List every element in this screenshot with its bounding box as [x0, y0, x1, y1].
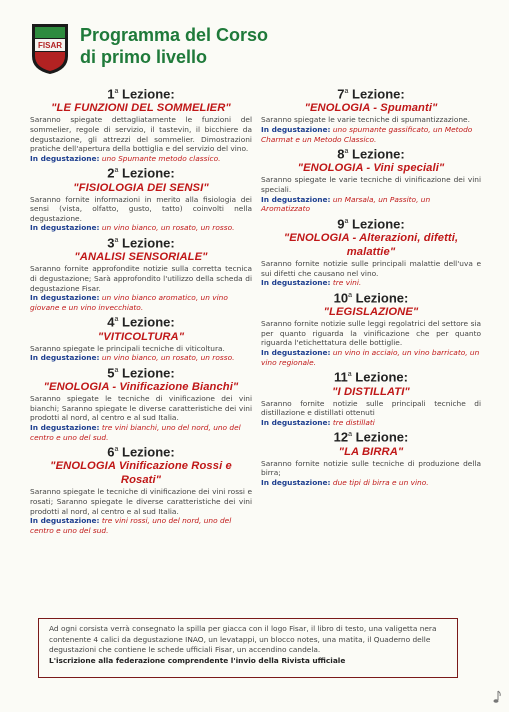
tasting-label: In degustazione: — [261, 417, 331, 427]
lesson-description: Saranno spiegate le varie tecniche di spumantizzazione. — [261, 115, 470, 125]
lesson-number — [30, 233, 252, 250]
lesson-title: "VITICOLTURA" — [97, 330, 185, 343]
lesson-word: Lezione: — [355, 369, 408, 385]
lesson-ordinal: a — [344, 217, 349, 225]
lesson-word: Lezione: — [122, 314, 175, 330]
lesson-title: "ENOLOGIA - Vini speciali" — [297, 162, 445, 175]
lesson-ordinal: a — [344, 88, 349, 95]
lesson-word: Lezione: — [355, 290, 409, 306]
lesson-index: 6 — [107, 444, 115, 460]
lesson-description: Saranno fornite notizie sulle principali malattie dell'uva e sui difetti che causano nel vino. — [261, 259, 481, 278]
lesson-index: 1 — [107, 86, 115, 102]
lesson-description: Saranno fornite informazioni in merito alla fisiologia dei sensi (vista, olfatto, gusto, tatto) coinvolti nella degustazione. — [30, 194, 252, 223]
lesson-index: 2 — [107, 165, 115, 181]
lesson-number — [30, 312, 252, 329]
fisar-logo — [30, 22, 70, 76]
tasting-wines: tre vini rossi, uno del nord, uno del centro e uno del sud. — [30, 516, 232, 535]
lesson-index: 10 — [333, 290, 349, 306]
tasting-wines: uno Spumante metodo classico. — [101, 153, 221, 163]
tasting-wines: tre vini. — [332, 278, 362, 288]
lesson-number — [261, 367, 481, 384]
lesson-number — [30, 363, 252, 380]
tasting-wines: due tipi di birra e un vino. — [332, 477, 429, 487]
lesson-title: "ENOLOGIA Vinificazione Rossi e Rosati" — [50, 460, 232, 487]
lesson-word: Lezione: — [122, 235, 175, 251]
tasting-label: In degustazione: — [30, 353, 100, 363]
tasting-line — [30, 516, 252, 535]
logo-text: FISAR — [38, 41, 62, 50]
tasting-line — [261, 478, 481, 488]
lesson-word: Lezione: — [122, 86, 175, 102]
kit-info-box — [38, 618, 458, 678]
lesson-number — [30, 442, 252, 459]
lesson-number — [261, 144, 481, 161]
lesson-number — [30, 84, 252, 101]
lesson-title: "ENOLOGIA - Spumanti" — [304, 102, 438, 115]
lesson-ordinal: a — [344, 148, 349, 156]
tasting-wines: un vino bianco aromatico, un vino giovane e un vino invecchiato. — [30, 293, 228, 312]
lesson-index: 7 — [337, 86, 345, 102]
lesson-index: 5 — [107, 365, 115, 381]
lesson-title: "ANALISI SENSORIALE" — [74, 251, 208, 264]
lesson-block — [261, 214, 481, 288]
lesson-title: "LA BIRRA" — [338, 445, 404, 458]
lesson-word: Lezione: — [122, 444, 175, 460]
lesson-ordinal: a — [348, 291, 352, 299]
lesson-index: 3 — [107, 235, 115, 251]
lesson-title: "LE FUNZIONI DEL SOMMELIER" — [51, 102, 231, 115]
tasting-label: In degustazione: — [261, 477, 331, 487]
lesson-description: Saranno spiegate le principali tecniche di viticoltura. — [30, 343, 225, 353]
lesson-ordinal: a — [348, 431, 352, 439]
lesson-title: "ENOLOGIA - Alterazioni, difetti, malattie" — [283, 232, 459, 259]
lesson-block — [261, 84, 481, 144]
tasting-wines: tre distillati — [332, 417, 375, 427]
lesson-description: Saranno fornite notizie sulle principali tecniche di distillazione e distillati ottenuti — [261, 398, 481, 418]
tasting-line — [261, 195, 481, 214]
lesson-number — [30, 163, 252, 180]
lesson-title: "I DISTILLATI" — [332, 385, 410, 398]
tasting-wines: un vino in acciaio, un vino barricato, un vino regionale. — [261, 348, 480, 367]
tasting-line — [30, 223, 252, 233]
lesson-number — [261, 214, 481, 231]
lesson-block — [261, 427, 481, 487]
tasting-line — [261, 125, 481, 144]
tasting-label: In degustazione: — [261, 278, 331, 288]
tasting-wines: un vino bianco, un rosato, un rosso. — [101, 223, 235, 233]
tasting-label: In degustazione: — [30, 516, 100, 526]
tasting-wines: un Marsala, un Passito, un Aromatizzato — [261, 194, 431, 214]
lesson-block — [30, 233, 252, 312]
tasting-label: In degustazione: — [261, 348, 331, 358]
lesson-number — [261, 84, 481, 101]
lesson-word: Lezione: — [352, 146, 405, 162]
lesson-block — [261, 367, 481, 427]
lesson-ordinal: a — [114, 366, 119, 374]
music-note-icon — [492, 690, 502, 704]
tasting-label: In degustazione: — [261, 194, 331, 204]
lesson-index: 11 — [333, 369, 348, 385]
lesson-ordinal: a — [114, 446, 119, 454]
lesson-index: 4 — [107, 314, 115, 330]
lesson-block — [30, 84, 252, 163]
lesson-description: Saranno fornite approfondite notizie sulla corretta tecnica di degustazione; Sarà approfondito l'utilizzo della scheda di degustazione Fisar. — [30, 264, 252, 293]
membership-note: L'iscrizione alla federazione comprendente l'invio della Rivista ufficiale — [49, 655, 346, 665]
lesson-index: 8 — [337, 146, 345, 162]
tasting-label: In degustazione: — [30, 422, 100, 432]
lesson-word: Lezione: — [355, 429, 409, 445]
lesson-block — [30, 442, 252, 535]
lesson-block — [30, 163, 252, 233]
tasting-label: In degustazione: — [261, 124, 331, 134]
lesson-title: "ENOLOGIA - Vinificazione Bianchi" — [43, 381, 239, 394]
title-line-2: di primo livello — [80, 47, 208, 67]
lesson-block — [30, 363, 252, 442]
lesson-description: Saranno spiegate le varie tecniche di vinificazione dei vini speciali. — [261, 175, 481, 195]
tasting-line — [261, 348, 481, 367]
tasting-line — [30, 154, 252, 164]
tasting-label: In degustazione: — [30, 223, 100, 233]
lesson-word: Lezione: — [352, 216, 405, 232]
tasting-line — [261, 418, 481, 428]
tasting-wines: tre vini bianchi, uno del nord, uno del centro e uno del sud. — [30, 422, 241, 442]
tasting-line — [30, 293, 252, 312]
tasting-line — [30, 423, 252, 442]
lesson-description: Saranno fornite notizie sulle tecniche di produzione della birra; — [261, 458, 481, 478]
tasting-line — [261, 278, 481, 288]
tasting-line — [30, 353, 252, 363]
lesson-description: Saranno spiegate le tecniche di vinificazione dei vini bianchi; Saranno spiegate le diverse caratteristiche dei vini prodotti al nord, al centro e al sud Italia. — [30, 394, 252, 423]
lesson-block — [261, 144, 481, 214]
lesson-ordinal: a — [347, 371, 352, 379]
lesson-description: Saranno spiegate dettagliatamente le funzioni del sommelier, regole di servizio, il tastevin, il bicchiere da degustazione, gli attrezzi del sommelier. Dimostrazioni pratiche dell'apertura della bottiglia e del servizio del vino. — [30, 115, 252, 154]
lesson-ordinal: a — [114, 167, 119, 175]
page-title — [80, 24, 268, 68]
kit-info-text: Ad ogni corsista verrà consegnato la spilla per giacca con il logo Fisar, il libro di testo, una valigetta nera contenente 4 calici da degustazione INAO, un levatappi, un blocco notes, una matita, il Quaderno delle degustazioni che contiene le schede ufficiali Fisar, un accendino candela. — [49, 624, 437, 654]
lessons-right-column — [261, 84, 481, 487]
tasting-label: In degustazione: — [30, 153, 100, 163]
lessons-left-column — [30, 84, 252, 535]
lesson-word: Lezione: — [122, 165, 175, 181]
lesson-word: Lezione: — [122, 365, 175, 381]
tasting-label: In degustazione: — [30, 293, 100, 303]
lesson-word: Lezione: — [352, 86, 405, 102]
lesson-title: "LEGISLAZIONE" — [323, 306, 419, 319]
tasting-wines: uno spumante gassificato, un Metodo Charmat e un Metodo Classico. — [261, 124, 473, 144]
lesson-block — [261, 288, 481, 367]
tasting-wines: un vino bianco, un rosato, un rosso. — [101, 353, 235, 363]
lesson-ordinal: a — [114, 237, 119, 244]
lesson-index: 12 — [333, 429, 349, 445]
lesson-index: 9 — [337, 216, 345, 232]
lesson-description: Saranno fornite notizie sulle leggi regolatrici del settore sia per quanto riguarda la vinificazione che per quanto riguarda l'etichettatura delle bottiglie. — [261, 319, 481, 348]
lesson-description: Saranno spiegate le tecniche di vinificazione dei vini rossi e rosati; Saranno spiegate le diverse caratteristiche dei vini prodotti al nord, al centro e al sud Italia. — [30, 487, 252, 516]
title-line-1: Programma del Corso — [80, 25, 269, 45]
lesson-ordinal: a — [114, 88, 119, 95]
lesson-block — [30, 312, 252, 363]
lesson-number — [261, 288, 481, 305]
lesson-ordinal: a — [114, 316, 119, 324]
lesson-title: "FISIOLOGIA DEI SENSI" — [73, 181, 209, 194]
lesson-number — [261, 427, 481, 444]
